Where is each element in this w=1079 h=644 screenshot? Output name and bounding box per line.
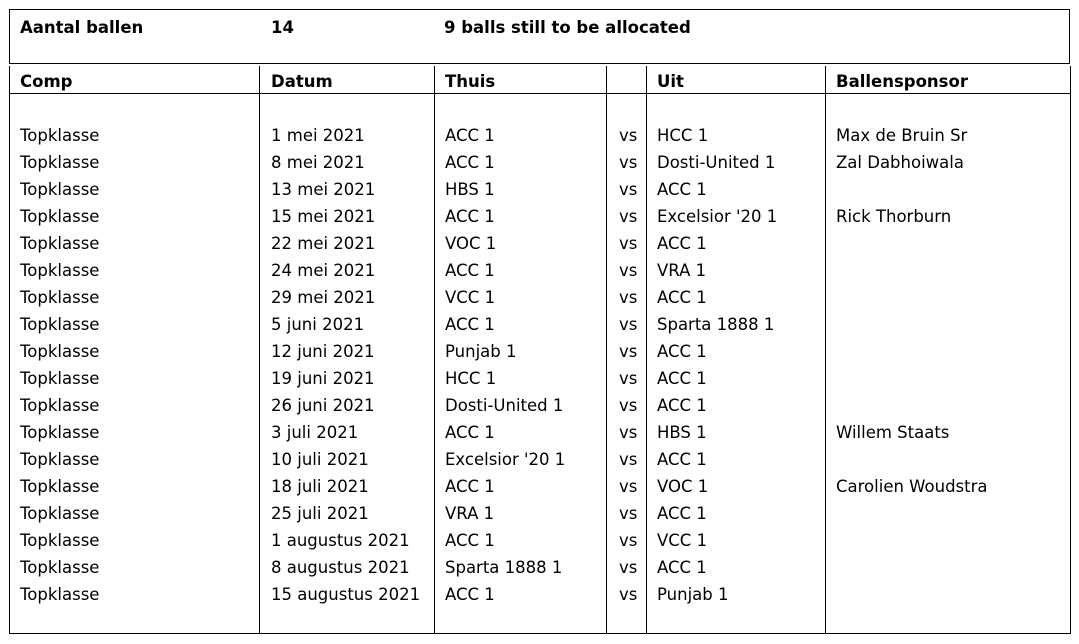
- cell-uit: ACC 1: [657, 288, 707, 307]
- cell-thuis: Sparta 1888 1: [445, 558, 563, 577]
- cell-comp: Topklasse: [20, 126, 100, 145]
- cell-vs: vs: [619, 531, 638, 550]
- cell-vs: vs: [619, 153, 638, 172]
- cell-thuis: HCC 1: [445, 369, 497, 388]
- cell-uit: ACC 1: [657, 396, 707, 415]
- cell-comp: Topklasse: [20, 477, 100, 496]
- cell-uit: Punjab 1: [657, 585, 729, 604]
- cell-vs: vs: [619, 585, 638, 604]
- column-divider: [606, 66, 607, 633]
- column-header-thuis: Thuis: [445, 72, 496, 91]
- cell-vs: vs: [619, 288, 638, 307]
- cell-comp: Topklasse: [20, 558, 100, 577]
- cell-uit: VRA 1: [657, 261, 707, 280]
- cell-comp: Topklasse: [20, 288, 100, 307]
- header-divider: [10, 93, 1070, 94]
- cell-comp: Topklasse: [20, 207, 100, 226]
- cell-uit: ACC 1: [657, 342, 707, 361]
- cell-comp: Topklasse: [20, 369, 100, 388]
- match-table: [9, 66, 1071, 634]
- cell-vs: vs: [619, 477, 638, 496]
- cell-comp: Topklasse: [20, 234, 100, 253]
- cell-datum: 18 juli 2021: [271, 477, 369, 496]
- cell-datum: 5 juni 2021: [271, 315, 365, 334]
- ball-count-label: Aantal ballen: [20, 18, 144, 37]
- cell-thuis: ACC 1: [445, 126, 495, 145]
- cell-vs: vs: [619, 126, 638, 145]
- column-divider: [259, 66, 260, 633]
- cell-vs: vs: [619, 207, 638, 226]
- cell-uit: ACC 1: [657, 180, 707, 199]
- cell-uit: VCC 1: [657, 531, 708, 550]
- cell-datum: 26 juni 2021: [271, 396, 375, 415]
- cell-comp: Topklasse: [20, 423, 100, 442]
- cell-ballensponsor: Carolien Woudstra: [836, 477, 988, 496]
- cell-vs: vs: [619, 261, 638, 280]
- column-header-ballensponsor: Ballensponsor: [836, 72, 968, 91]
- cell-thuis: ACC 1: [445, 423, 495, 442]
- cell-comp: Topklasse: [20, 585, 100, 604]
- cell-ballensponsor: Zal Dabhoiwala: [836, 153, 964, 172]
- cell-thuis: Excelsior '20 1: [445, 450, 566, 469]
- cell-datum: 15 augustus 2021: [271, 585, 421, 604]
- cell-datum: 15 mei 2021: [271, 207, 376, 226]
- cell-uit: ACC 1: [657, 450, 707, 469]
- cell-ballensponsor: Willem Staats: [836, 423, 950, 442]
- cell-datum: 8 augustus 2021: [271, 558, 410, 577]
- cell-thuis: Dosti-United 1: [445, 396, 564, 415]
- column-header-uit: Uit: [657, 72, 684, 91]
- cell-thuis: HBS 1: [445, 180, 495, 199]
- cell-comp: Topklasse: [20, 315, 100, 334]
- cell-datum: 19 juni 2021: [271, 369, 375, 388]
- cell-comp: Topklasse: [20, 450, 100, 469]
- column-header-comp: Comp: [20, 72, 73, 91]
- cell-thuis: ACC 1: [445, 261, 495, 280]
- cell-thuis: ACC 1: [445, 315, 495, 334]
- cell-uit: ACC 1: [657, 504, 707, 523]
- cell-vs: vs: [619, 369, 638, 388]
- column-header-datum: Datum: [271, 72, 333, 91]
- cell-vs: vs: [619, 423, 638, 442]
- cell-thuis: VCC 1: [445, 288, 496, 307]
- allocation-status: 9 balls still to be allocated: [444, 18, 691, 37]
- cell-ballensponsor: Max de Bruin Sr: [836, 126, 968, 145]
- ball-count-value: 14: [271, 18, 294, 37]
- cell-thuis: VRA 1: [445, 504, 495, 523]
- cell-datum: 1 mei 2021: [271, 126, 365, 145]
- cell-thuis: ACC 1: [445, 477, 495, 496]
- cell-datum: 8 mei 2021: [271, 153, 365, 172]
- cell-vs: vs: [619, 180, 638, 199]
- cell-uit: Dosti-United 1: [657, 153, 776, 172]
- cell-datum: 25 juli 2021: [271, 504, 369, 523]
- cell-vs: vs: [619, 342, 638, 361]
- cell-comp: Topklasse: [20, 504, 100, 523]
- cell-vs: vs: [619, 558, 638, 577]
- cell-datum: 12 juni 2021: [271, 342, 375, 361]
- cell-datum: 22 mei 2021: [271, 234, 376, 253]
- cell-datum: 29 mei 2021: [271, 288, 376, 307]
- cell-uit: ACC 1: [657, 369, 707, 388]
- cell-datum: 24 mei 2021: [271, 261, 376, 280]
- cell-thuis: ACC 1: [445, 531, 495, 550]
- column-divider: [825, 66, 826, 633]
- summary-box: [9, 9, 1070, 64]
- cell-uit: VOC 1: [657, 477, 709, 496]
- cell-comp: Topklasse: [20, 180, 100, 199]
- cell-datum: 1 augustus 2021: [271, 531, 410, 550]
- cell-comp: Topklasse: [20, 342, 100, 361]
- cell-vs: vs: [619, 234, 638, 253]
- cell-datum: 10 juli 2021: [271, 450, 369, 469]
- cell-vs: vs: [619, 450, 638, 469]
- cell-comp: Topklasse: [20, 153, 100, 172]
- cell-comp: Topklasse: [20, 396, 100, 415]
- cell-thuis: ACC 1: [445, 585, 495, 604]
- cell-thuis: ACC 1: [445, 153, 495, 172]
- cell-thuis: ACC 1: [445, 207, 495, 226]
- column-divider: [434, 66, 435, 633]
- cell-thuis: VOC 1: [445, 234, 497, 253]
- cell-uit: HBS 1: [657, 423, 707, 442]
- cell-datum: 3 juli 2021: [271, 423, 359, 442]
- cell-comp: Topklasse: [20, 531, 100, 550]
- cell-comp: Topklasse: [20, 261, 100, 280]
- cell-ballensponsor: Rick Thorburn: [836, 207, 952, 226]
- cell-uit: Sparta 1888 1: [657, 315, 775, 334]
- cell-uit: ACC 1: [657, 234, 707, 253]
- cell-vs: vs: [619, 396, 638, 415]
- cell-thuis: Punjab 1: [445, 342, 517, 361]
- cell-vs: vs: [619, 504, 638, 523]
- cell-uit: ACC 1: [657, 558, 707, 577]
- cell-uit: Excelsior '20 1: [657, 207, 778, 226]
- column-divider: [646, 66, 647, 633]
- cell-datum: 13 mei 2021: [271, 180, 376, 199]
- cell-uit: HCC 1: [657, 126, 709, 145]
- cell-vs: vs: [619, 315, 638, 334]
